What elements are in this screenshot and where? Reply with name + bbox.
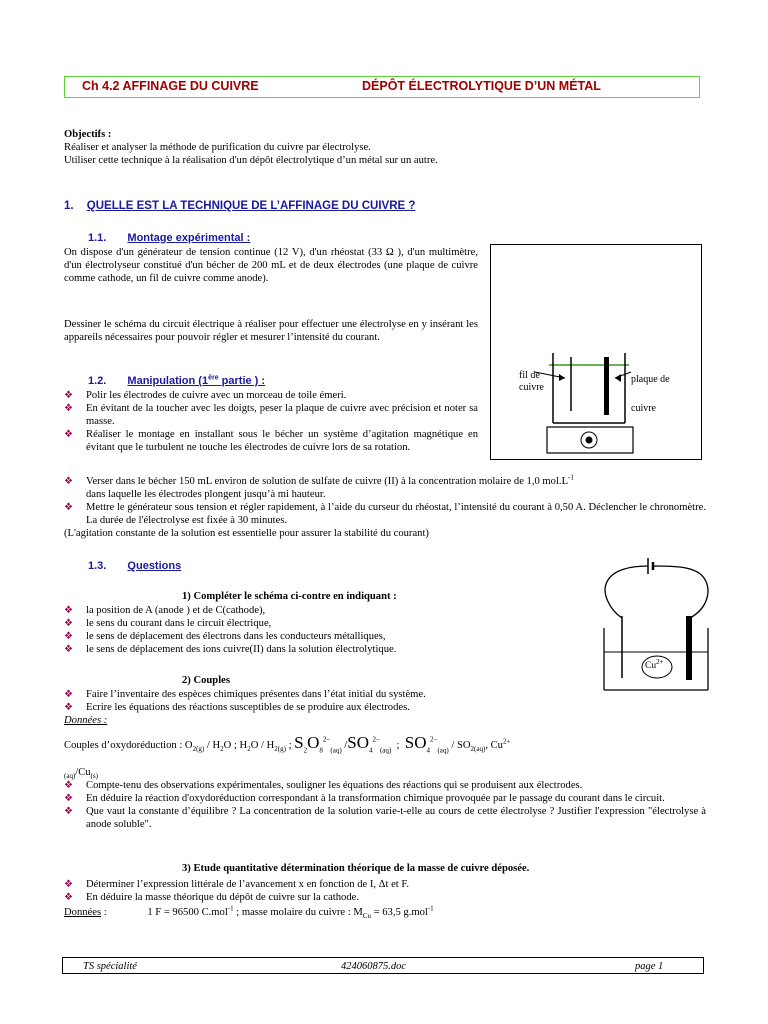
chapter-title: Ch 4.2 AFFINAGE DU CUIVRE	[82, 79, 259, 93]
list-item: ❖ Compte-tenu des observations expérimentales, souligner les équations des réactions qui se produisent aux électrodes.	[64, 779, 706, 792]
verser-text: Verser dans le bécher 150 mL environ de solution de sulfate de cuivre (II) à la concentration molaire de 1,0 mol.L	[86, 476, 569, 487]
list-item: ❖ la position de A (anode ) et de C(cathode),	[64, 604, 584, 617]
fil-label: fil de	[519, 370, 540, 381]
electrolysis-setup-drawing	[491, 245, 701, 459]
cu-charge: 2+	[656, 657, 664, 666]
couples-lead: Couples d’oxydoréduction : O	[64, 740, 193, 751]
footer-page-number: page 1	[635, 961, 664, 972]
manip-title-pre: Manipulation (1	[127, 375, 209, 387]
list-item: ❖ Ecrire les équations des réactions susceptibles de se produire aux électrodes.	[64, 701, 624, 714]
list-item: ❖ le sens du courant dans le circuit électrique,	[64, 617, 584, 630]
objective-line-2: Utiliser cette technique à la réalisation d'un dépôt électrolytique d’un métal sur un autre.	[64, 155, 438, 166]
list-item: ❖ En déduire la réaction d'oxydoréduction correspondant à la transformation chimique provoquée par le passage du courant dans le circuit.	[64, 792, 706, 805]
section-1-heading	[64, 200, 415, 213]
list-item: ❖ Polir les électrodes de cuivre avec un morceau de toile émeri.	[64, 389, 478, 402]
chapter-subtitle: DÉPÔT ÉLECTROLYTIQUE D’UN MÉTAL	[362, 79, 601, 93]
list-item	[64, 475, 706, 501]
list-item: ❖ Réaliser le montage en installant sous le bécher un système d’agitation magnétique en évitant que le turbulent ne touche les électrodes de cuivre lors de sa rotation.	[64, 428, 478, 454]
footer-class: TS spécialité	[83, 961, 137, 972]
subsection-1-1-heading	[88, 232, 250, 245]
subsection-1-3-number: 1.3.	[88, 560, 107, 572]
objectives-heading: Objectifs :	[64, 129, 112, 140]
question-2-title: 2) Couples	[182, 675, 230, 686]
subsection-1-2-number: 1.2.	[88, 375, 107, 387]
question-2-list-b	[64, 779, 706, 831]
verser-sup: -1	[568, 473, 574, 482]
list-item: ❖ En évitant de la toucher avec les doigts, peser la plaque de cuivre avec précision et noter sa masse.	[64, 402, 478, 428]
cuivre-right-label: cuivre	[631, 403, 656, 414]
chapter-title-box	[64, 76, 700, 98]
subsection-1-3-heading	[88, 560, 181, 573]
objectives-block	[64, 128, 704, 167]
list-item: ❖ le sens de déplacement des ions cuivre(II) dans la solution électrolytique.	[64, 643, 584, 656]
section-1-number: 1.	[64, 200, 74, 212]
donnees-quantitative: Données : 1 F = 96500 C.mol$^{-1}$ ; masse molaire du cuivre : $M_{Cu} = 63,5$ g.mol$^{-1}$	[64, 904, 434, 921]
molar-mass-value: = 63,5 g.mol	[370, 907, 428, 918]
montage-paragraph: On dispose d'un générateur de tension continue (12 V), d'un rhéostat (33 Ω ), d'un multimètre, d'un électrolyseur constitué d'un bécher de 200 mL et de deux électrodes (une plaque de cuivre comme cathode, un fil de cuivre comme anode).	[64, 247, 478, 284]
molar-mass-text: ; masse molaire du cuivre : M	[236, 907, 363, 918]
question-2-list	[64, 688, 624, 727]
section-1-title: QUELLE EST LA TECHNIQUE DE L’AFFINAGE DU CUIVRE ?	[86, 200, 416, 212]
manipulation-list	[64, 389, 478, 454]
subsection-1-2-title	[127, 375, 265, 387]
donnees-2-label: Données	[64, 907, 102, 918]
manipulation-list-wide	[64, 475, 706, 540]
subsection-1-1-number: 1.1.	[88, 232, 107, 244]
plaque-label: plaque de	[631, 374, 670, 385]
fil-cuivre-label	[519, 370, 544, 394]
list-item: ❖ Déterminer l’expression littérale de l’avancement x en fonction de I, Δt et F.	[64, 878, 684, 891]
question-1-list	[64, 604, 584, 656]
page-footer	[62, 957, 704, 974]
verser-continuation: dans laquelle les électrodes plongent jusqu’à mi hauteur.	[86, 489, 326, 500]
faraday-constant: 1 F = 96500 C.mol	[147, 907, 228, 918]
list-item: ❖ Que vaut la constante d’équilibre ? La concentration de la solution varie-t-elle au cours de cette électrolyse ? Justifier l'expression "électrolyse à anode soluble".	[64, 805, 706, 831]
objective-line-1: Réaliser et analyser la méthode de purification du cuivre par électrolyse.	[64, 142, 371, 153]
question-1-title: 1) Compléter le schéma ci-contre en indiquant :	[182, 591, 397, 602]
list-item: ❖ le sens de déplacement des électrons dans les conducteurs métalliques,	[64, 630, 584, 643]
subsection-1-3-title: Questions	[127, 560, 182, 572]
footer-filename: 424060875.doc	[341, 961, 407, 972]
redox-couples-line: Couples d’oxydoréduction : $O_{2(g)} / H_2O$ ; $H_2O / H_{2(g)}$ ; $S_2O_8^{2-}_{(aq)}$ $/SO_4^{2-}_{(aq)}$ ; $SO_4^{2-}_{(aq)} / SO_{2(aq)}$, $Cu^{2+}$	[64, 733, 511, 755]
donnees-label: Données :	[64, 715, 108, 726]
manip-title-post: partie ) :	[218, 375, 266, 387]
subsection-1-2-heading	[88, 375, 265, 388]
circuit-diagram	[596, 552, 716, 692]
list-item: ❖ En déduire la masse théorique du dépôt de cuivre sur la cathode.	[64, 891, 684, 904]
cu-ion-label	[645, 657, 664, 673]
list-item: ❖ Faire l’inventaire des espèces chimiques présentes dans l’état initial du système.	[64, 688, 624, 701]
cuivre-left-label: cuivre	[519, 382, 544, 393]
list-item: ❖ Mettre le générateur sous tension et régler rapidement, à l’aide du curseur du rhéostat, l’intensité du courant à 0,50 A. Déclencher le chronomètre. La durée de l'électrolyse est fixée à 30 minutes.	[64, 501, 706, 527]
question-3-title: 3) Etude quantitative détermination théorique de la masse de cuivre déposée.	[182, 863, 530, 874]
agitation-note: (L'agitation constante de la solution est essentielle pour assurer la stabilité du courant)	[64, 528, 429, 539]
manip-title-sup: ère	[208, 374, 219, 382]
schema-paragraph: Dessiner le schéma du circuit électrique à réaliser pour effectuer une électrolyse en y insérant les appareils nécessaires pour pouvoir régler et mesurer l’intensité du courant.	[64, 319, 478, 343]
electrolysis-diagram	[490, 244, 702, 460]
cu-text: Cu	[645, 661, 657, 671]
subsection-1-1-title: Montage expérimental :	[127, 232, 251, 244]
cu-couple-continuation: $_{(aq)}/Cu_{(s)}$	[64, 767, 98, 781]
question-3-list	[64, 878, 684, 904]
